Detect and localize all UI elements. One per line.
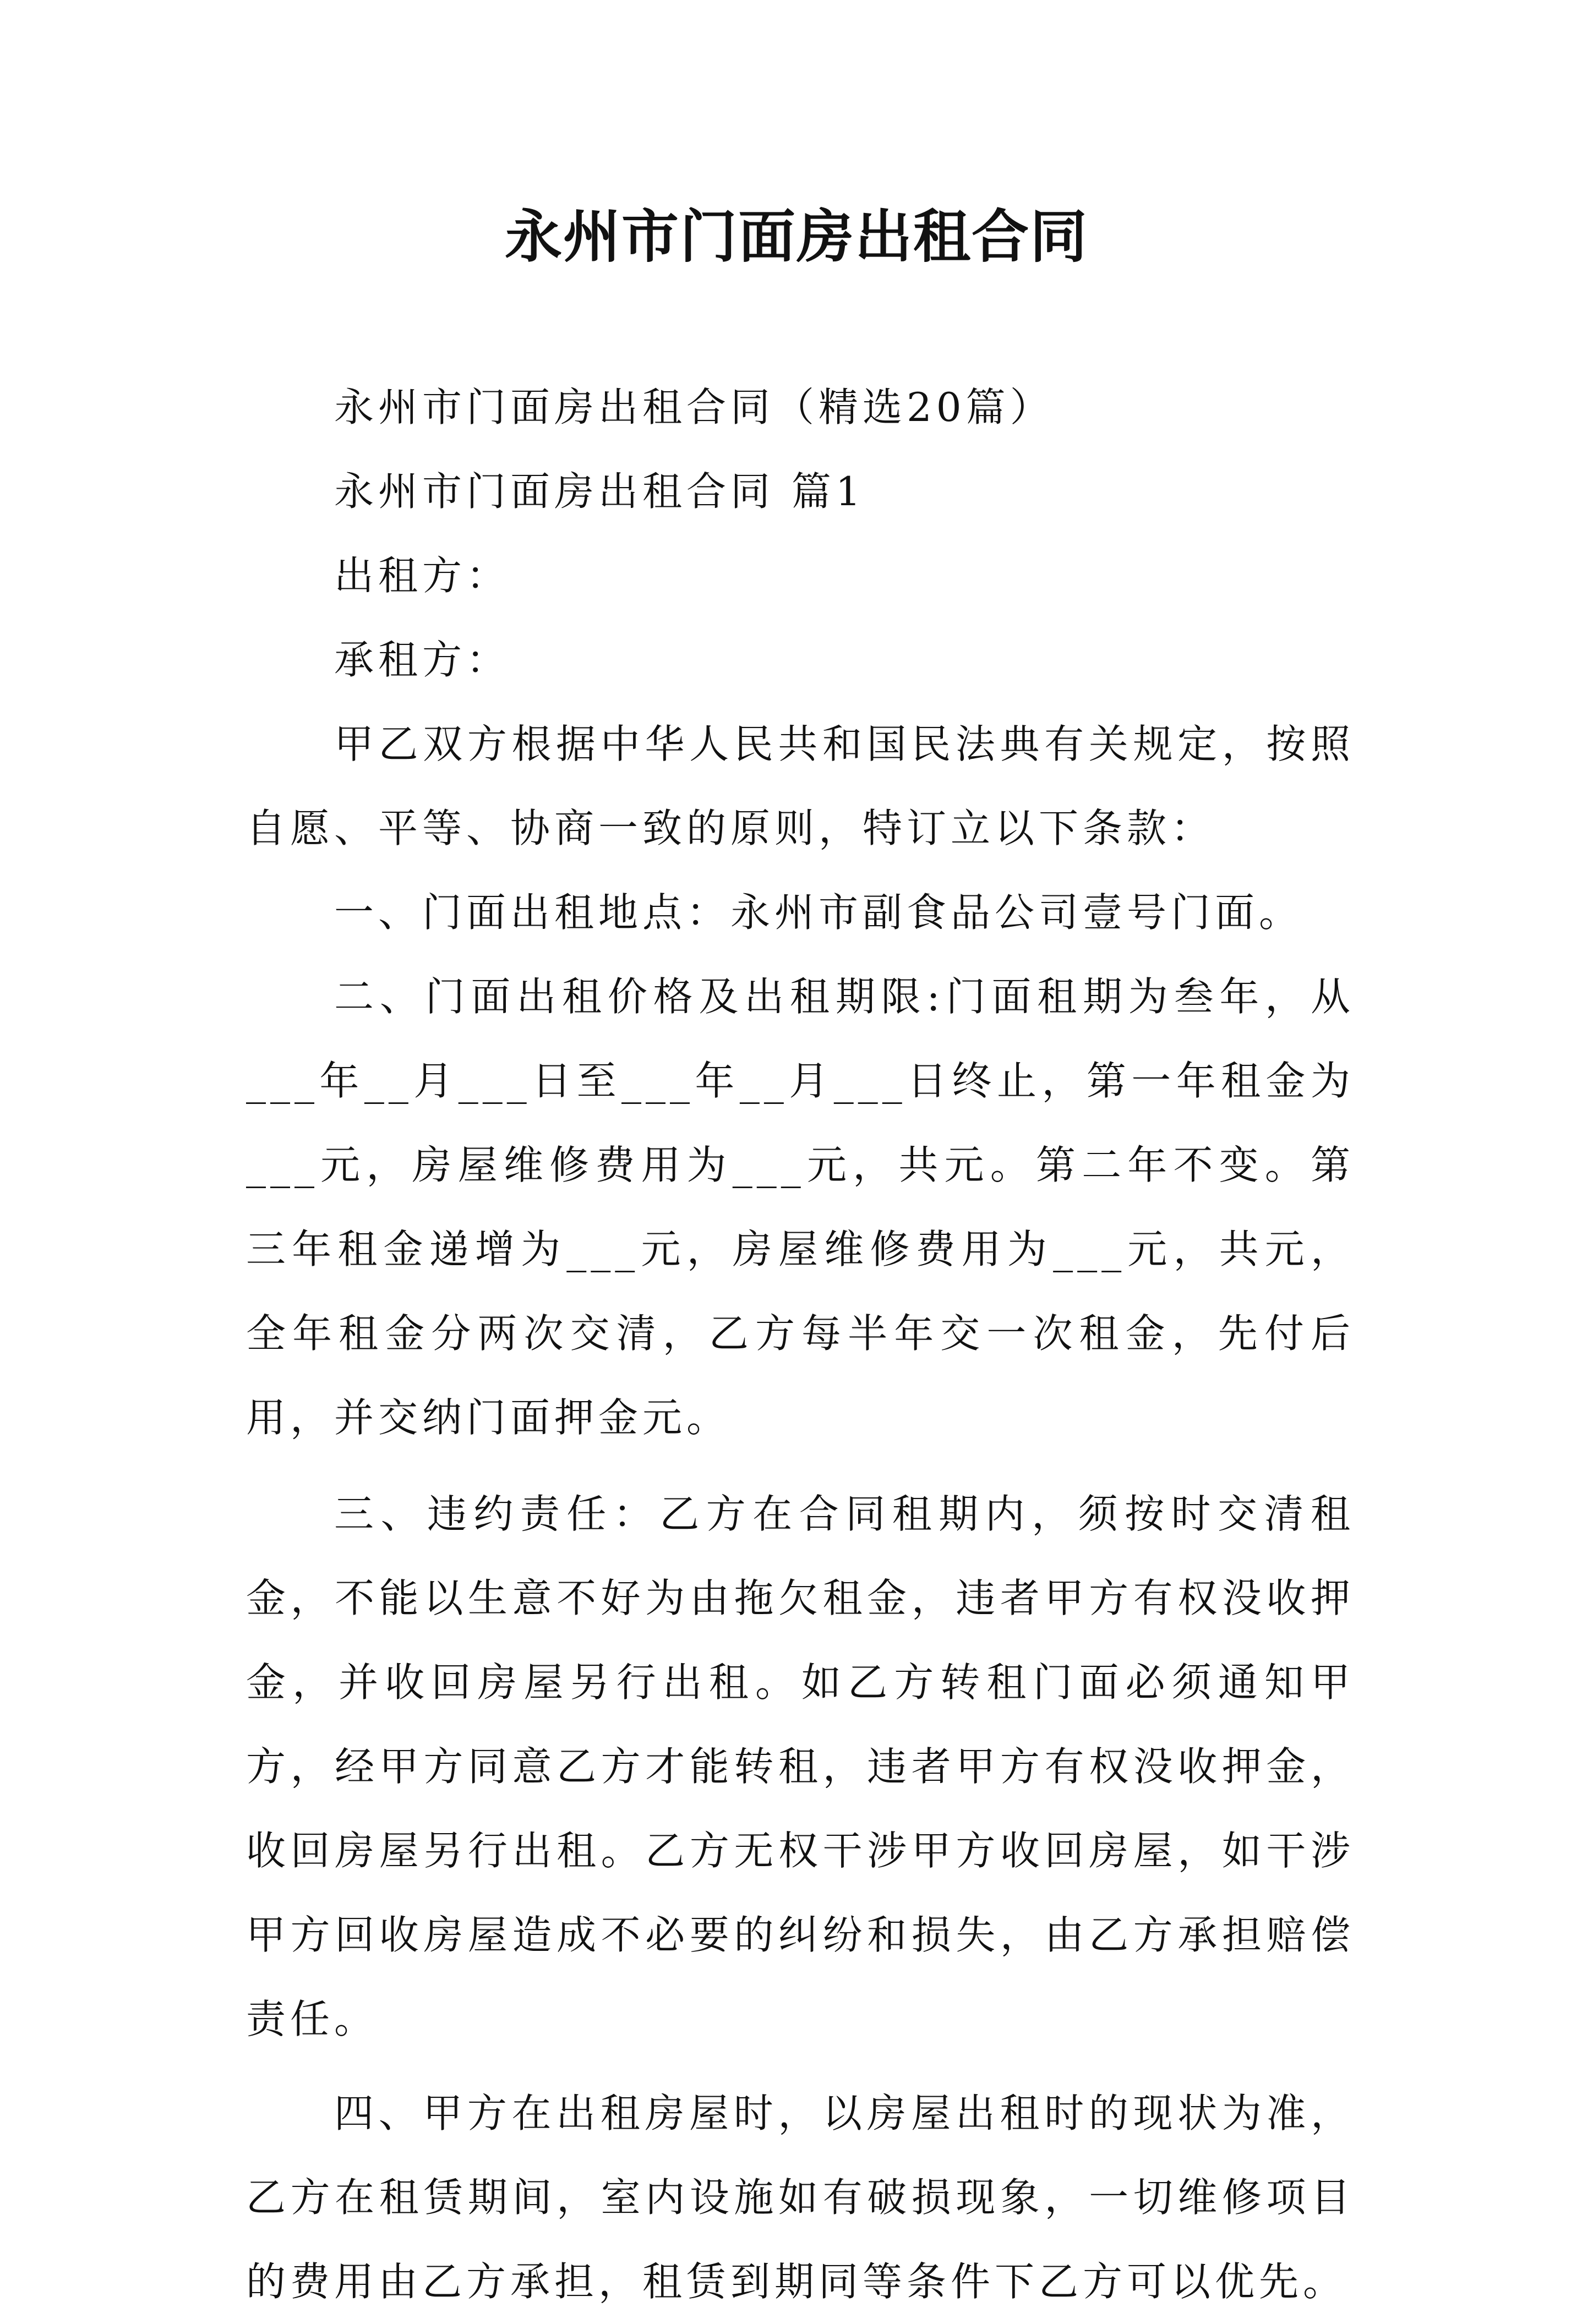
document-body: [246, 365, 1355, 2324]
intro-paragraph: 甲乙双方根据中华人民共和国民法典有关规定，按照自愿、平等、协商一致的原则，特订立以下条款：: [246, 721, 1355, 851]
clause-3-paragraph: 三、违约责任：乙方在合同租期内，须按时交清租金，不能以生意不好为由拖欠租金，违者甲方有权没收押金，并收回房屋另行出租。如乙方转租门面必须通知甲方，经甲方同意乙方才能转租，违者甲方有权没收押金，收回房屋另行出租。乙方无权干涉甲方收回房屋，如干涉甲方回收房屋造成不必要的纠纷和损失，由乙方承担赔偿责任。: [246, 1491, 1355, 2042]
document-subtitle: 永州市门面房出租合同（精选20篇）: [334, 384, 1054, 430]
lessee-label: 承租方：: [334, 637, 511, 683]
section-heading: 永州市门面房出租合同 篇1: [334, 468, 865, 515]
clause-4-paragraph: 四、甲方在出租房屋时，以房屋出租时的现状为准，乙方在租赁期间，室内设施如有破损现象，一切维修项目的费用由乙方承担，租赁到期同等条件下乙方可以优先。: [246, 2090, 1355, 2305]
lessor-label: 出租方：: [334, 553, 511, 599]
clause-2-paragraph: 二、门面出租价格及出租期限:门面租期为叁年，从___年__月___日至___年__月___日终止，第一年租金为___元，房屋维修费用为___元，共元。第二年不变。第三年租金递增为___元，房屋维修费用为___元，共元，全年租金分两次交清，乙方每半年交一次租金，先付后用，并交纳门面押金元。: [246, 974, 1355, 1441]
document-title: 永州市门面房出租合同: [504, 203, 1088, 270]
clause-1-paragraph: 一、门面出租地点：永州市副食品公司壹号门面。: [334, 889, 1303, 936]
